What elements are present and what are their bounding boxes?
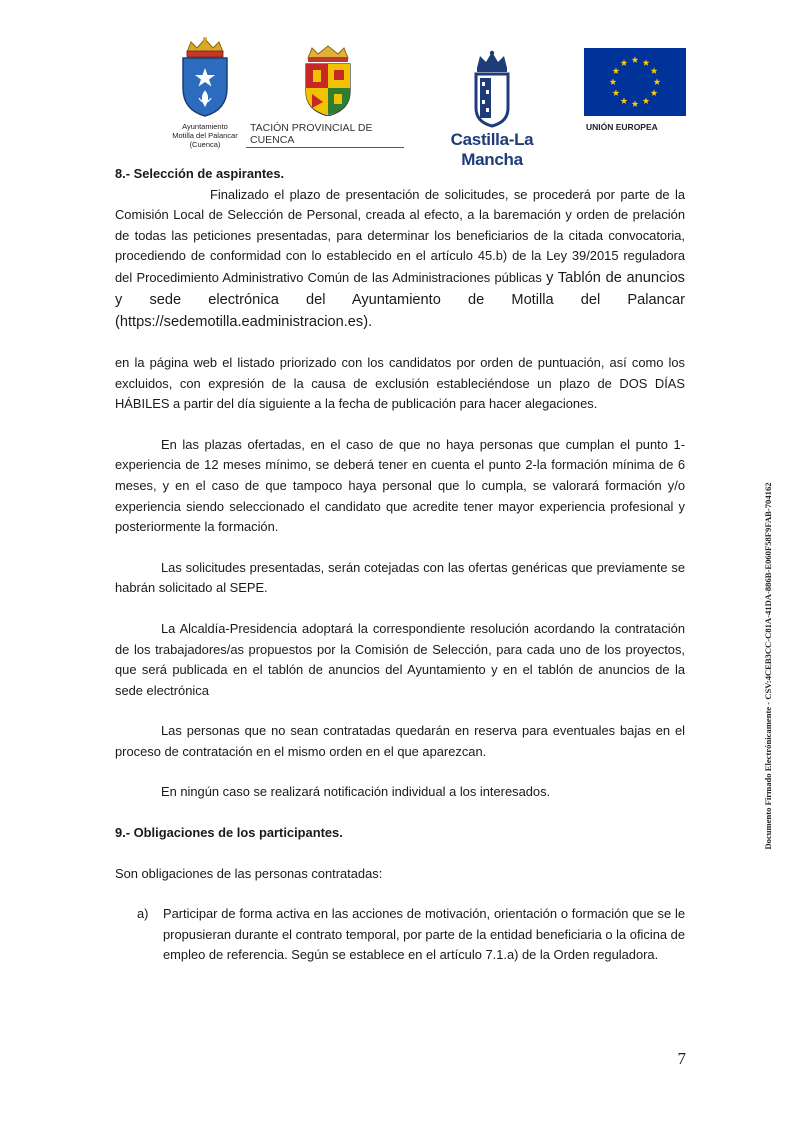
caption-line: Ayuntamiento	[182, 122, 228, 131]
castilla-la-mancha-caption: Castilla-La Mancha	[450, 130, 534, 169]
ayuntamiento-coat-of-arms-icon	[160, 36, 250, 120]
section-8-paragraph-3: En las plazas ofertadas, en el caso de que no haya personas que cumplan el punto 1-experiencia de 12 meses mínimo, se deberá tener en cuenta el punto 2-la formación mínima de 6 meses, y en el caso de que tampoco haya personal que lo cumpla, se valorará formación y/o experiencia siendo seleccionado el candidato que acredite tener mayor experiencia profesional y posteriormente la formación.	[115, 436, 685, 535]
section-8-paragraph-4: Las solicitudes presentadas, serán cotejadas con las ofertas genéricas que previamente se habrán solicitado al SEPE.	[115, 559, 685, 596]
caption-line: Motilla del Palancar	[172, 131, 238, 140]
list-item	[115, 904, 685, 966]
section-9-intro: Son obligaciones de las personas contratadas:	[115, 865, 383, 881]
electronic-signature-note	[758, 461, 778, 871]
castilla-la-mancha-emblem-icon	[424, 50, 560, 128]
castilla-la-mancha-logo	[424, 50, 560, 170]
list-marker: a)	[137, 906, 149, 922]
document-body	[115, 164, 685, 966]
section-8-heading: 8.- Selección de aspirantes.	[115, 166, 285, 181]
union-europea-logo	[584, 48, 686, 132]
header-logos	[0, 36, 800, 169]
section-8-paragraph-1	[115, 185, 685, 333]
section-9-heading: 9.- Obligaciones de los participantes.	[115, 825, 343, 841]
page-number: 7	[677, 1049, 686, 1068]
diputacion-caption: TACIÓN PROVINCIAL DE CUENCA	[246, 122, 404, 148]
list-item-text: Participar de forma activa en las acciones de motivación, orientación o formación que se le propusieran durante el contrato temporal, por parte de la entidad beneficiaria o la oficina de empleo de referencia. Según se establece en el artículo 7.1.a) de la Orden reguladora.	[163, 906, 685, 963]
paragraph-text: Finalizado el plazo de presentación de solicitudes, se procederá por parte de la Comisión Local de Selección de Personal, creada al efecto, a la baremación y orden de prelación de todas las peticiones presentadas, para determinar los beneficiarios de la citada convocatoria, procediendo de conformidad con lo establecido en el artículo 45.b) de la Ley 39/2015 reguladora del Procedimiento Administrativo Común de las Administraciones públicas	[115, 186, 685, 285]
union-europea-caption: UNIÓN EUROPEA	[586, 122, 658, 132]
eu-flag-icon	[584, 48, 686, 116]
ayuntamiento-logo	[160, 36, 250, 149]
section-8-paragraph-6: Las personas que no sean contratadas quedarán en reserva para eventuales bajas en el proceso de contratación en el mismo orden en el que aparezcan.	[115, 723, 685, 759]
section-8-paragraph-2: en la página web el listado priorizado con los candidatos por orden de puntuación, así como los excluidos, con expresión de la causa de exclusión estableciéndose un plazo de DOS DÍAS HÁBILES a partir del día siguiente a la fecha de publicación para hacer alegaciones.	[115, 354, 685, 412]
paragraph-text-large: y Tablón de anuncios y sede electrónica del Ayuntamiento de Motilla del Palancar (https://sedemotilla.eadministracion.es).	[115, 269, 685, 330]
caption-line: (Cuenca)	[189, 140, 221, 149]
signature-csv-text: Documento Firmado Electrónicamente - CSV:4CEB3CC-C81A-41DA-886B-E060F58F9FAB-704162	[763, 482, 773, 850]
ayuntamiento-caption	[160, 122, 250, 149]
diputacion-logo	[246, 44, 404, 148]
section-8-paragraph-5: La Alcaldía-Presidencia adoptará la correspondiente resolución acordando la contratación de los trabajadores/as propuestos por la Comisión de Selección, para cada uno de los proyectos, que será publicada en el tablón de anuncios del Ayuntamiento y en el tablón de anuncios de la sede electrónica	[115, 620, 685, 698]
diputacion-coat-of-arms-icon	[268, 44, 388, 116]
section-8-paragraph-7: En ningún caso se realizará notificación individual a los interesados.	[161, 784, 551, 800]
